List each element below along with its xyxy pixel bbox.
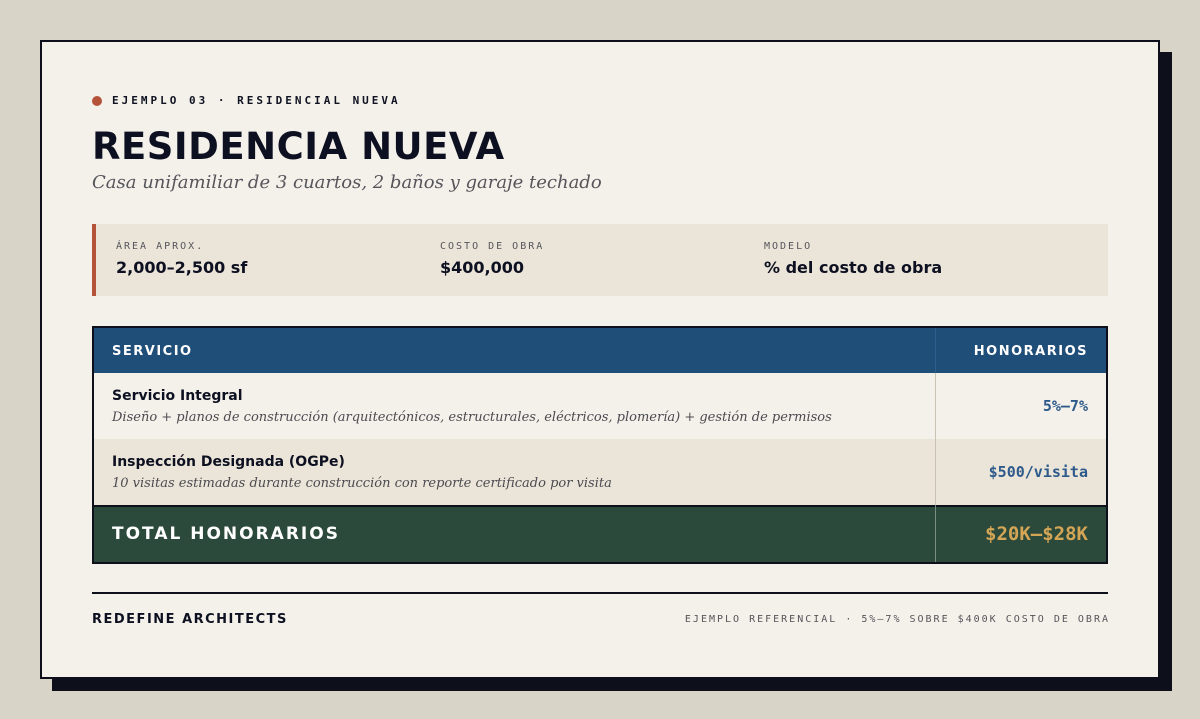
footer-note: EJEMPLO REFERENCIAL · 5%–7% SOBRE $400K COSTO DE OBRA	[684, 614, 1110, 625]
service-name: Inspección Designada (OGPe)	[112, 454, 345, 470]
spec-value: % del costo de obra	[764, 258, 943, 277]
total-label: TOTAL HONORARIOS	[112, 524, 340, 544]
spec-construction-cost	[440, 241, 544, 277]
project-specs	[92, 224, 1108, 296]
spec-label: ÁREA APROX.	[116, 241, 205, 252]
spec-value: 2,000–2,500 sf	[116, 258, 248, 277]
spec-label: COSTO DE OBRA	[440, 241, 545, 252]
header-column-divider	[935, 328, 936, 373]
service-fee: $500/visita	[988, 463, 1088, 481]
total-row	[94, 505, 1106, 562]
page-subtitle: Casa unifamiliar de 3 cuartos, 2 baños y garaje techado	[92, 172, 602, 193]
total-column-divider	[935, 505, 936, 562]
service-fee: 5%–7%	[1042, 397, 1088, 415]
fees-table	[92, 326, 1108, 564]
spec-model	[764, 241, 942, 277]
brand-name: REDEFINE ARCHITECTS	[92, 612, 288, 627]
column-header-fees: HONORARIOS	[973, 344, 1088, 359]
column-header-service: SERVICIO	[112, 344, 193, 359]
footer-divider	[92, 592, 1108, 594]
accent-dot-icon	[92, 96, 102, 106]
spec-area	[116, 241, 247, 277]
table-row	[94, 373, 1106, 440]
table-row	[94, 439, 1106, 505]
eyebrow-text: EJEMPLO 03 · RESIDENCIAL NUEVA	[112, 94, 401, 107]
page-title: RESIDENCIA NUEVA	[92, 125, 505, 168]
service-description: Diseño + planos de construcción (arquitectónicos, estructurales, eléctricos, plomería) + gestión de permisos	[112, 410, 832, 425]
example-card	[40, 40, 1160, 679]
table-header	[94, 328, 1106, 373]
service-description: 10 visitas estimadas durante construcción con reporte certificado por visita	[112, 476, 612, 491]
spec-value: $400,000	[440, 258, 525, 277]
service-name: Servicio Integral	[112, 388, 243, 404]
spec-label: MODELO	[764, 241, 813, 252]
eyebrow	[92, 94, 401, 107]
total-fee: $20K–$28K	[985, 523, 1088, 545]
